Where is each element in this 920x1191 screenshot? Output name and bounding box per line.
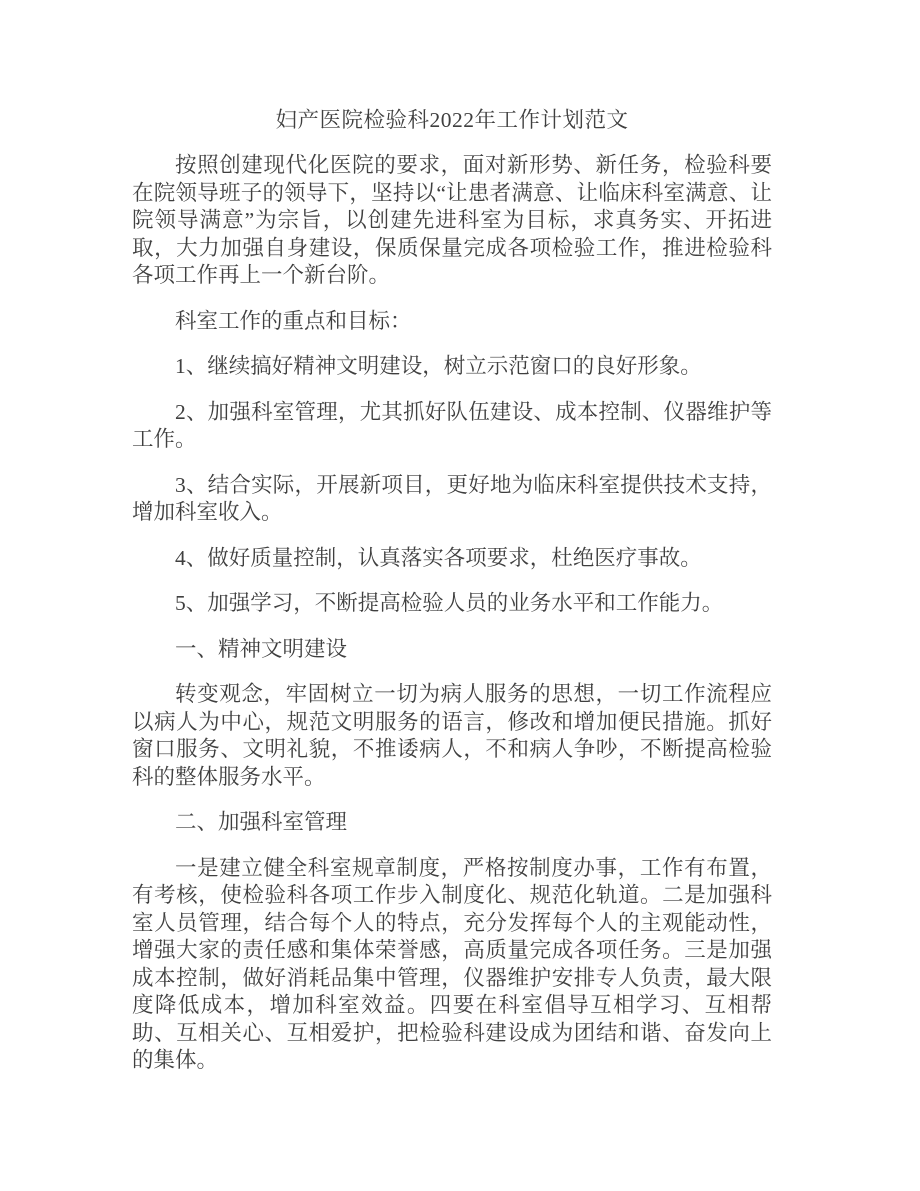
section-1-heading: 一、精神文明建设	[175, 636, 348, 661]
section-2-paragraph: 一是建立健全科室规章制度，严格按制度办事，工作有布置，有考核，使检验科各项工作步入制度化、规范化轨道。二是加强科室人员管理，结合每个人的特点，充分发挥每个人的主观能动性，增强大家的责任感和集体荣誉感，高质量完成各项任务。三是加强成本控制，做好消耗品集中管理，仪器维护安排专人负责，最大限度降低成本，增加科室效益。四要在科室倡导互相学习、互相帮助、互相关心、互相爱护，把检验科建设成为团结和谐、奋发向上的集体。	[132, 855, 772, 1072]
section-2-heading: 二、加强科室管理	[175, 810, 348, 834]
goal-item-5: 5、加强学习，不断提高检验人员的业务水平和工作能力。	[175, 591, 724, 615]
goal-item-1: 1、继续搞好精神文明建设，树立示范窗口的良好形象。	[175, 354, 702, 378]
goal-item-4: 4、做好质量控制，认真落实各项要求，杜绝医疗事故。	[175, 545, 702, 570]
goal-item-2: 2、加强科室管理，尤其抓好队伍建设、成本控制、仪器维护等工作。	[132, 399, 772, 451]
goal-item-3: 3、结合实际，开展新项目，更好地为临床科室提供技术支持，增加科室收入。	[132, 472, 772, 524]
goals-heading: 科室工作的重点和目标：	[175, 308, 412, 333]
section-1-paragraph: 转变观念，牢固树立一切为病人服务的思想，一切工作流程应以病人为中心，规范文明服务的语言，修改和增加便民措施。抓好窗口服务、文明礼貌，不推诿病人，不和病人争吵，不断提高检验科的整体服务水平。	[132, 682, 772, 789]
intro-paragraph: 按照创建现代化医院的要求，面对新形势、新任务，检验科要在院领导班子的领导下，坚持以“让患者满意、让临床科室满意、让院领导满意”为宗旨，以创建先进科室为目标，求真务实、开拓进取，大力加强自身建设，保质保量完成各项检验工作，推进检验科各项工作再上一个新台阶。	[132, 153, 772, 287]
doc-title: 妇产医院检验科2022年工作计划范文	[275, 108, 629, 132]
